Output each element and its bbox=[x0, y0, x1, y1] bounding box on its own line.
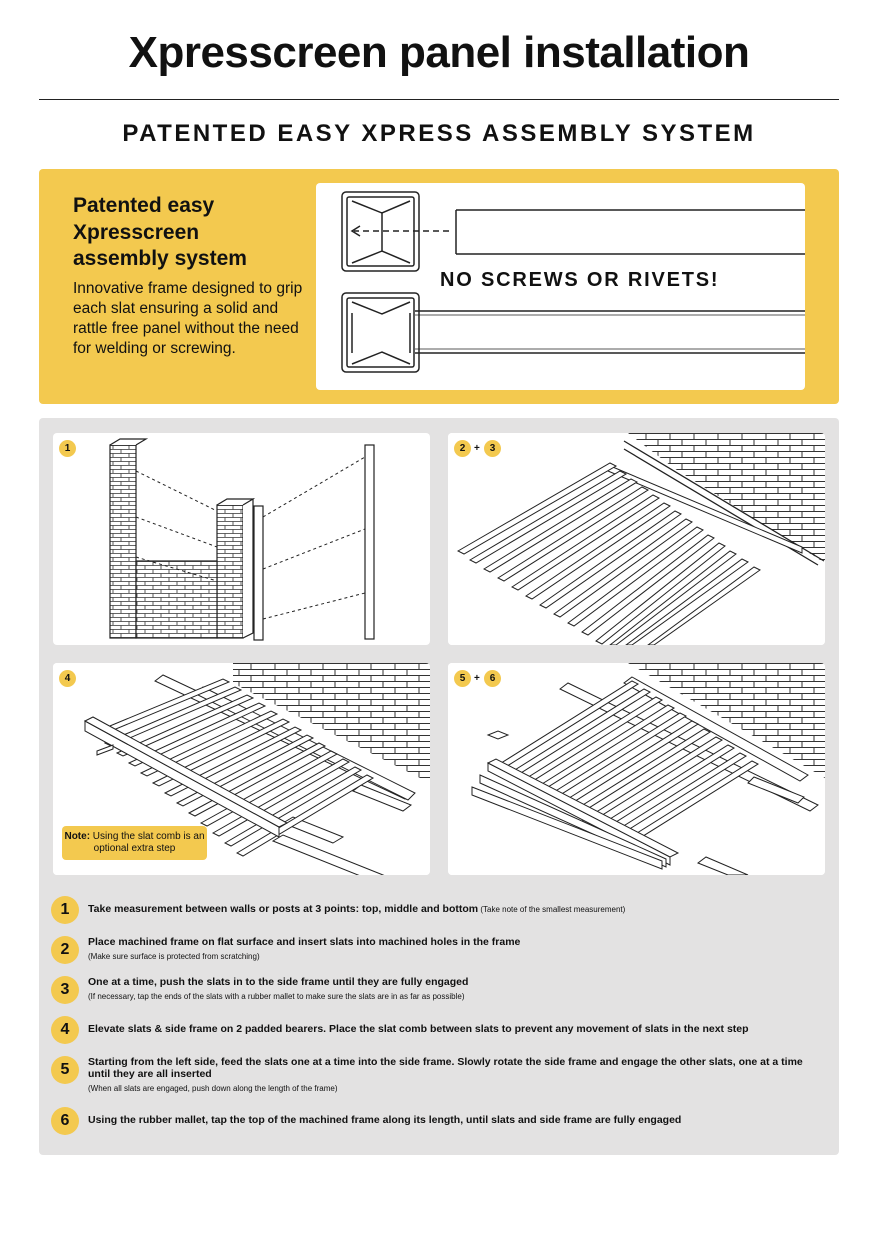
step-badge: 6 bbox=[484, 670, 501, 687]
insert-slats-illustration bbox=[448, 433, 825, 645]
step-number-4: 4 bbox=[51, 1016, 79, 1044]
step-instruction: One at a time, push the slats in to the side frame until they are fully engaged bbox=[88, 976, 469, 988]
step-instruction: Starting from the left side, feed the slats one at a time into the side frame. Slowly rotate the side frame and engage the other slats, one at a time until they are all inserted bbox=[88, 1056, 803, 1080]
slat-comb-note bbox=[62, 826, 207, 860]
step-subnote: (When all slats are engaged, push down along the length of the frame) bbox=[88, 1084, 338, 1093]
step-badge: 5 bbox=[454, 670, 471, 687]
feature-heading: Patented easy Xpresscreen assembly system bbox=[73, 194, 247, 270]
step-instruction: Take measurement between walls or posts at 3 points: top, middle and bottom bbox=[88, 903, 479, 915]
plus-sign: + bbox=[474, 673, 480, 684]
step-4-text bbox=[88, 1023, 808, 1035]
step-3-text bbox=[88, 976, 808, 1003]
step-number-5: 5 bbox=[51, 1056, 79, 1084]
step-1-illustration bbox=[53, 433, 430, 645]
step-badge: 1 bbox=[59, 440, 76, 457]
step-instruction: Using the rubber mallet, tap the top of the machined frame along its length, until slats and side frame are fully engaged bbox=[88, 1114, 682, 1126]
feature-description: Innovative frame designed to grip each slat ensuring a solid and rattle free panel without the need for welding or screwing. bbox=[73, 280, 303, 357]
step-4-illustration bbox=[53, 663, 430, 875]
step-note: (Take note of the smallest measurement) bbox=[478, 905, 626, 914]
plus-sign: + bbox=[474, 443, 480, 454]
step-number-6: 6 bbox=[51, 1107, 79, 1135]
feed-side-frame-illustration bbox=[448, 663, 825, 875]
step-badge: 2 bbox=[454, 440, 471, 457]
installation-steps-section bbox=[39, 418, 839, 1155]
step-instruction: Place machined frame on flat surface and insert slats into machined holes in the frame bbox=[88, 936, 521, 948]
step-subnote: (If necessary, tap the ends of the slats with a rubber mallet to make sure the slats are in as far as possible) bbox=[88, 992, 465, 1001]
step-subnote: (Make sure surface is protected from scratching) bbox=[88, 952, 260, 961]
step-2-text bbox=[88, 936, 808, 963]
no-screws-callout: NO SCREWS OR RIVETS! bbox=[440, 269, 720, 291]
step-1-text bbox=[88, 903, 808, 916]
feature-section bbox=[39, 169, 839, 404]
step-number-3: 3 bbox=[51, 976, 79, 1004]
page-subtitle: PATENTED EASY XPRESS ASSEMBLY SYSTEM bbox=[122, 120, 756, 147]
step-badge: 3 bbox=[484, 440, 501, 457]
step-number-1: 1 bbox=[51, 896, 79, 924]
step-5-6-illustration bbox=[448, 663, 825, 875]
title-divider bbox=[39, 99, 839, 100]
step-6-text bbox=[88, 1114, 808, 1126]
step-2-3-illustration bbox=[448, 433, 825, 645]
step-5-text bbox=[88, 1056, 808, 1095]
note-text: Using the slat comb is an optional extra step bbox=[90, 831, 205, 854]
measure-walls-illustration bbox=[53, 433, 430, 645]
note-label: Note: bbox=[64, 831, 91, 842]
step-number-2: 2 bbox=[51, 936, 79, 964]
step-badge: 4 bbox=[59, 670, 76, 687]
step-instruction: Elevate slats & side frame on 2 padded bearers. Place the slat comb between slats to prevent any movement of slats in the next step bbox=[88, 1023, 749, 1035]
page-title: Xpresscreen panel installation bbox=[128, 28, 750, 77]
frame-diagram bbox=[316, 183, 805, 390]
